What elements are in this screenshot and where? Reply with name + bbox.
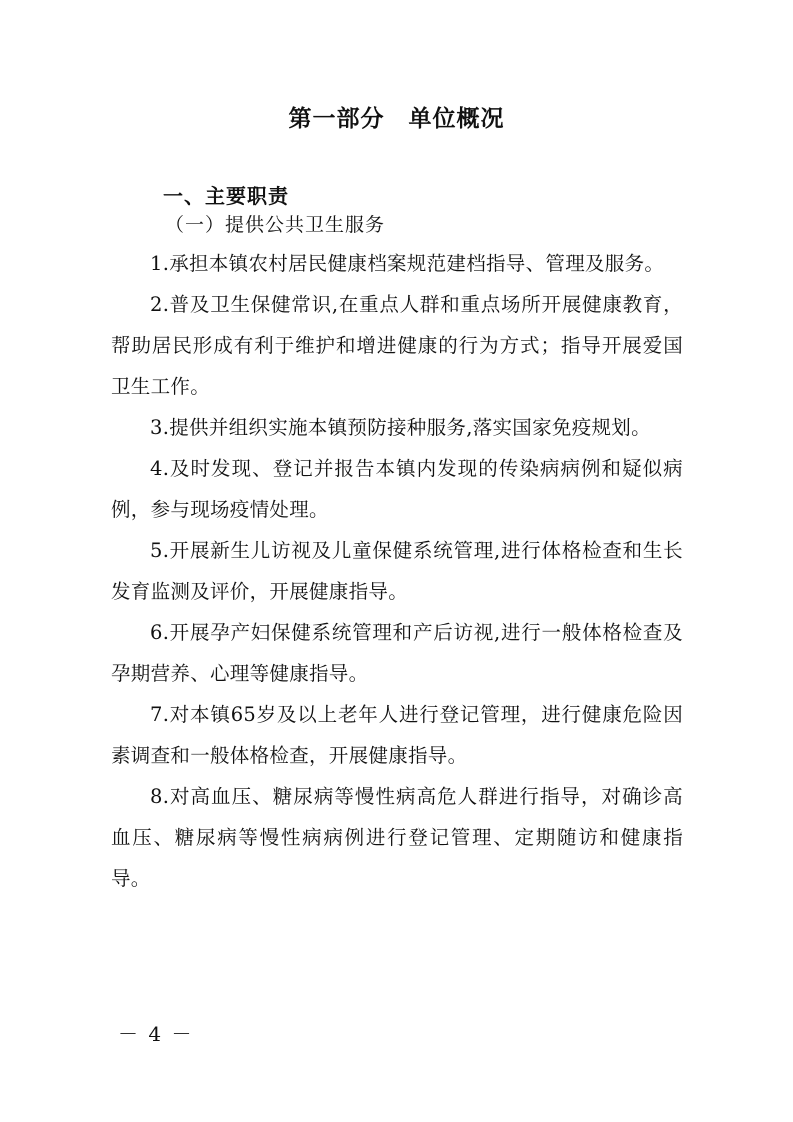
paragraph-6: 6.开展孕产妇保健系统管理和产后访视,进行一般体格检查及孕期营养、心理等健康指导。 <box>111 621 683 685</box>
section-heading: 一、主要职责 <box>163 184 289 208</box>
paragraph-4: 4.及时发现、登记并报告本镇内发现的传染病病例和疑似病例，参与现场疫情处理。 <box>111 457 683 521</box>
paragraph-3: 3.提供并组织实施本镇预防接种服务,落实国家免疫规划。 <box>150 416 651 439</box>
document-body <box>111 243 683 899</box>
paragraph-1: 1.承担本镇农村居民健康档案规范建档指导、管理及服务。 <box>150 252 665 275</box>
paragraph-2: 2.普及卫生保健常识,在重点人群和重点场所开展健康教育，帮助居民形成有利于维护和增进健康的行为方式；指导开展爱国卫生工作。 <box>111 293 683 398</box>
page-title: 第一部分 单位概况 <box>288 106 505 132</box>
paragraph-5: 5.开展新生儿访视及儿童保健系统管理,进行体格检查和生长发育监测及评价，开展健康指导。 <box>111 539 683 603</box>
paragraph-8: 8.对高血压、糖尿病等慢性病高危人群进行指导，对确诊高血压、糖尿病等慢性病病例进行登记管理、定期随访和健康指导。 <box>111 785 683 890</box>
page-number: － 4 － <box>118 1022 194 1046</box>
sub-heading: （一）提供公共卫生服务 <box>165 214 386 236</box>
paragraph-7: 7.对本镇65岁及以上老年人进行登记管理，进行健康危险因素调查和一般体格检查，开展健康指导。 <box>111 703 683 767</box>
